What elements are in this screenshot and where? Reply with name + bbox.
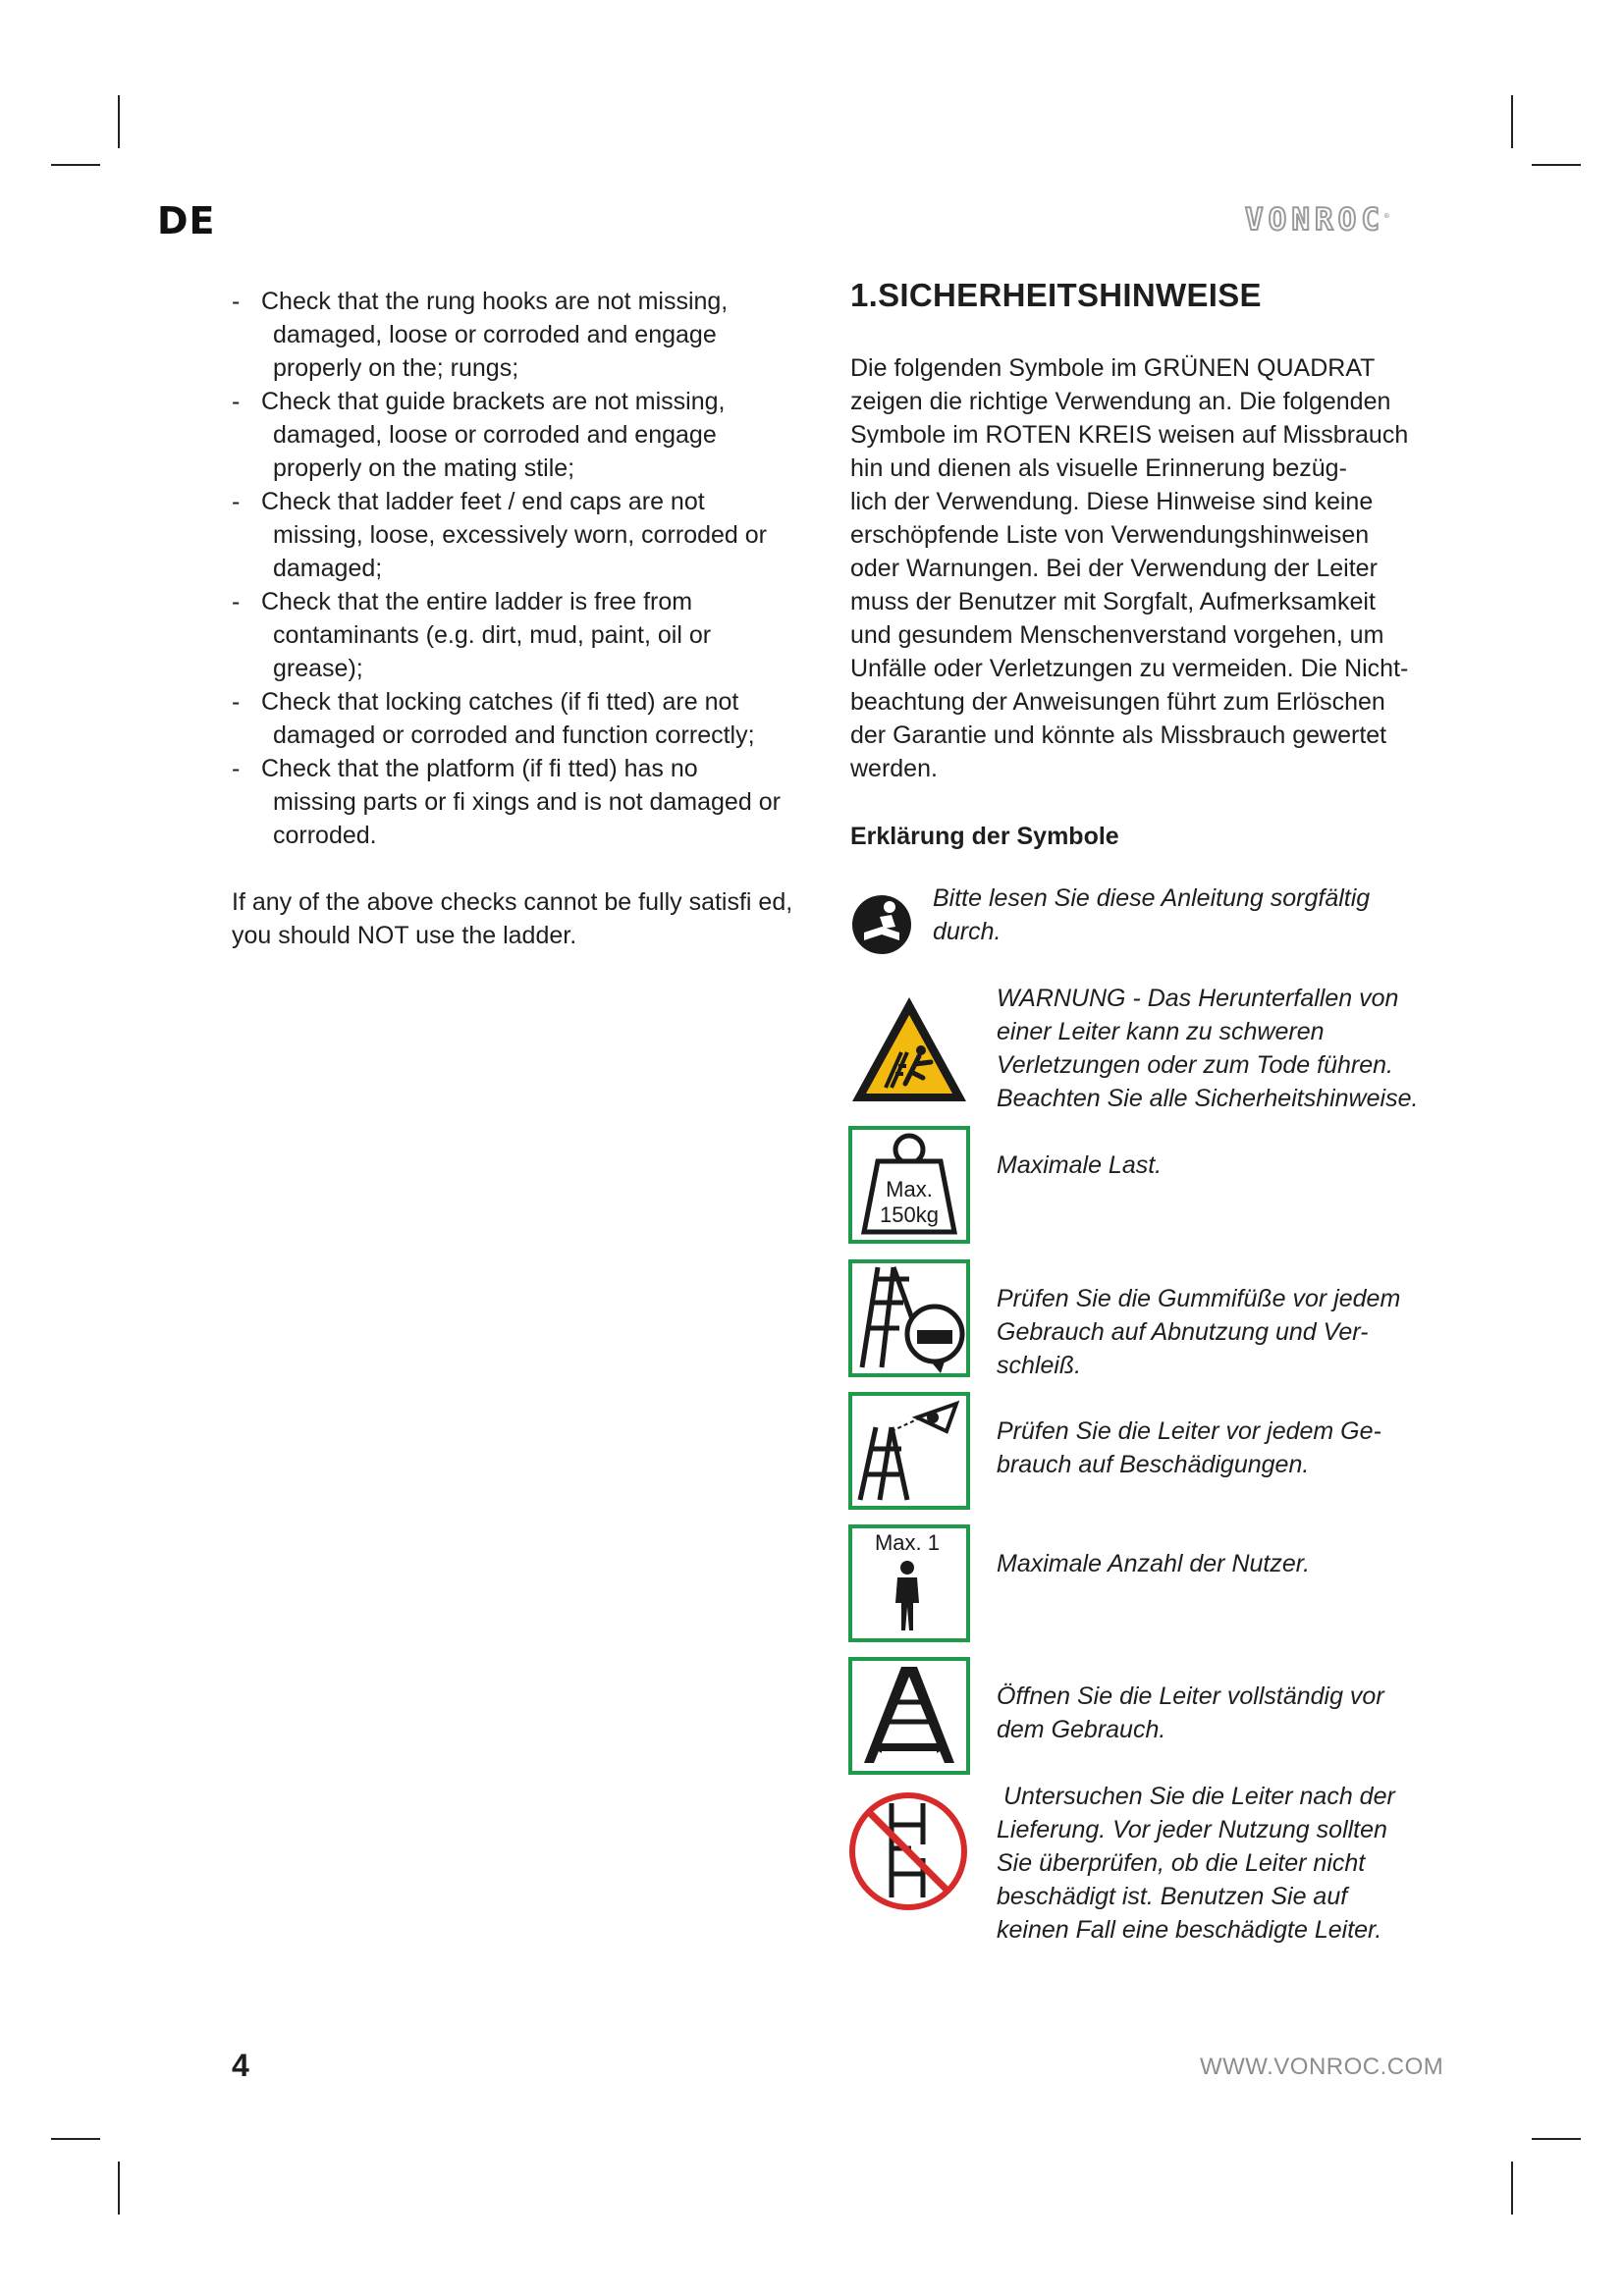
- checks-list: [232, 285, 831, 852]
- symbol-text-line: Maximale Anzahl der Nutzer.: [997, 1550, 1311, 1577]
- bullet-dash: -: [232, 755, 241, 782]
- symbol-text-line: Verletzungen oder zum Tode führen.: [997, 1051, 1393, 1079]
- intro-line: zeigen die richtige Verwendung an. Die folgenden: [850, 388, 1391, 415]
- symbol-text-line: Beachten Sie alle Sicherheitshinweise.: [997, 1085, 1419, 1112]
- symbol-text-line: Untersuchen Sie die Leiter nach der: [997, 1783, 1395, 1810]
- symbol-text-line: Maximale Last.: [997, 1151, 1163, 1179]
- bullet-dash: -: [232, 688, 241, 716]
- symbol-text-line: durch.: [933, 918, 1001, 945]
- symbol-description: [997, 1148, 1448, 1182]
- symbol-text-line: Gebrauch auf Abnutzung und Ver-: [997, 1318, 1369, 1346]
- symbol-text-line: dem Gebrauch.: [997, 1716, 1166, 1743]
- max-users-icon: [848, 1524, 970, 1642]
- check-item: [232, 585, 831, 685]
- check-line: corroded.: [273, 822, 377, 849]
- bullet-dash: -: [232, 488, 241, 515]
- intro-line: Symbole im ROTEN KREIS weisen auf Missbrauch: [850, 421, 1409, 449]
- symbol-text-line: Sie überprüfen, ob die Leiter nicht: [997, 1849, 1366, 1877]
- check-item: [232, 752, 831, 852]
- check-line: damaged, loose or corroded and engage: [273, 321, 717, 348]
- symbol-description: [997, 982, 1448, 1115]
- max-users-label: Max. 1: [874, 1530, 941, 1555]
- read-manual-icon: [850, 893, 913, 956]
- max-load-icon: [848, 1126, 970, 1244]
- max-load-label: Max.: [886, 1177, 933, 1201]
- symbol-description: [997, 1415, 1448, 1481]
- crop-mark: [51, 2138, 100, 2140]
- check-line: damaged or corroded and function correctly;: [273, 721, 755, 749]
- safety-column: [850, 277, 1439, 851]
- symbol-text-line: beschädigt ist. Benutzen Sie auf: [997, 1883, 1348, 1910]
- brand-logo: [1245, 202, 1389, 238]
- intro-line: Unfälle oder Verletzungen zu vermeiden. Die Nicht-: [850, 655, 1409, 682]
- symbol-text-line: schleiß.: [997, 1352, 1082, 1379]
- check-line: Check that the rung hooks are not missing,: [261, 288, 729, 315]
- symbol-text-line: einer Leiter kann zu schweren: [997, 1018, 1325, 1045]
- note-line: you should NOT use the ladder.: [232, 922, 577, 949]
- check-item: [232, 285, 831, 385]
- checks-note: [232, 885, 831, 952]
- check-line: grease);: [273, 655, 363, 682]
- crop-mark: [1511, 95, 1513, 148]
- symbols-subheading: Erklärung der Symbole: [850, 823, 1119, 850]
- intro-line: erschöpfende Liste von Verwendungshinweisen: [850, 521, 1370, 549]
- symbol-description: [997, 1282, 1448, 1382]
- intro-line: oder Warnungen. Bei der Verwendung der Leiter: [850, 555, 1378, 582]
- website-link[interactable]: WWW.VONROC.COM: [1200, 2054, 1444, 2080]
- symbol-description: [997, 1780, 1448, 1947]
- language-code: DE: [157, 199, 216, 242]
- fall-warning-icon: [848, 993, 970, 1105]
- intro-line: werden.: [850, 755, 938, 782]
- symbol-description: [933, 881, 1384, 948]
- check-line: Check that guide brackets are not missing,: [261, 388, 726, 415]
- intro-line: der Garantie und könnte als Missbrauch gewertet: [850, 721, 1387, 749]
- bullet-dash: -: [232, 288, 241, 315]
- check-line: damaged;: [273, 555, 383, 582]
- crop-mark: [118, 2162, 120, 2215]
- intro-paragraph: [850, 351, 1439, 785]
- check-line: missing parts or fi xings and is not damaged or: [273, 788, 781, 816]
- symbol-text-line: Prüfen Sie die Leiter vor jedem Ge-: [997, 1417, 1381, 1445]
- check-feet-icon: [848, 1259, 970, 1377]
- crop-mark: [1511, 2162, 1513, 2215]
- symbol-text-line: keinen Fall eine beschädigte Leiter.: [997, 1916, 1382, 1944]
- symbol-text-line: Bitte lesen Sie diese Anleitung sorgfältig: [933, 884, 1371, 912]
- brand-name: VONROC: [1245, 202, 1384, 238]
- symbol-text-line: brauch auf Beschädigungen.: [997, 1451, 1310, 1478]
- no-damaged-ladder-icon: [846, 1789, 970, 1913]
- check-line: Check that ladder feet / end caps are not: [261, 488, 705, 515]
- intro-line: und gesundem Menschenverstand vorgehen, um: [850, 621, 1384, 649]
- crop-mark: [1532, 164, 1581, 166]
- checks-column: [232, 285, 831, 952]
- intro-line: muss der Benutzer mit Sorgfalt, Aufmerksamkeit: [850, 588, 1376, 615]
- crop-mark: [51, 164, 100, 166]
- check-ladder-icon: [848, 1392, 970, 1510]
- note-line: If any of the above checks cannot be fully satisfi ed,: [232, 888, 793, 916]
- check-item: [232, 685, 831, 752]
- section-heading: 1.SICHERHEITSHINWEISE: [850, 277, 1262, 313]
- intro-line: hin und dienen als visuelle Erinnerung bezüg-: [850, 454, 1347, 482]
- check-line: properly on the mating stile;: [273, 454, 575, 482]
- check-line: missing, loose, excessively worn, corroded or: [273, 521, 767, 549]
- check-line: Check that the entire ladder is free from: [261, 588, 693, 615]
- crop-mark: [118, 95, 120, 148]
- intro-line: lich der Verwendung. Diese Hinweise sind keine: [850, 488, 1374, 515]
- check-line: Check that locking catches (if fi tted) are not: [261, 688, 739, 716]
- check-item: [232, 485, 831, 585]
- open-fully-icon: [848, 1657, 970, 1775]
- intro-line: beachtung der Anweisungen führt zum Erlöschen: [850, 688, 1385, 716]
- max-load-value: 150kg: [880, 1202, 939, 1227]
- symbol-description: [997, 1547, 1448, 1580]
- page-number: 4: [232, 2048, 249, 2083]
- check-line: contaminants (e.g. dirt, mud, paint, oil or: [273, 621, 712, 649]
- symbol-text-line: Prüfen Sie die Gummifüße vor jedem: [997, 1285, 1401, 1312]
- bullet-dash: -: [232, 588, 241, 615]
- symbol-text-line: Öffnen Sie die Leiter vollständig vor: [997, 1682, 1384, 1710]
- intro-line: Die folgenden Symbole im GRÜNEN QUADRAT: [850, 354, 1376, 382]
- trademark: ®: [1383, 211, 1389, 221]
- crop-mark: [1532, 2138, 1581, 2140]
- check-line: properly on the; rungs;: [273, 354, 519, 382]
- check-line: Check that the platform (if fi tted) has no: [261, 755, 698, 782]
- check-line: damaged, loose or corroded and engage: [273, 421, 717, 449]
- check-item: [232, 385, 831, 485]
- symbol-text-line: Lieferung. Vor jeder Nutzung sollten: [997, 1816, 1387, 1843]
- symbol-description: [997, 1680, 1448, 1746]
- symbol-text-line: WARNUNG - Das Herunterfallen von: [997, 985, 1399, 1012]
- bullet-dash: -: [232, 388, 241, 415]
